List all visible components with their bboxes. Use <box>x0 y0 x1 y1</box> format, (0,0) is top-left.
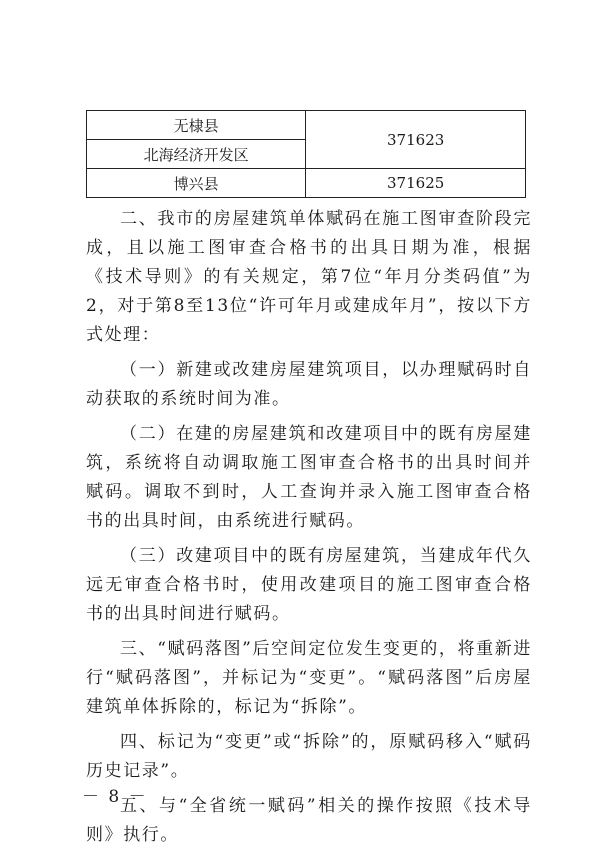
county-code-table <box>86 110 526 198</box>
paragraph-2-2: （二）在建的房屋建筑和改建项目中的既有房屋建筑，系统将自动调取施工图审查合格书的出具时间并赋码。调取不到时，人工查询并录入施工图审查合格书的出具时间，由系统进行赋码。 <box>86 424 532 531</box>
county-code: 371625 <box>306 169 526 198</box>
county-code: 371623 <box>306 111 526 169</box>
paragraph-5: 五、与“全省统一赋码”相关的操作按照《技术导则》执行。 <box>86 796 532 845</box>
paragraph-2-1: （一）新建或改建房屋建筑项目，以办理赋码时自动获取的系统时间为准。 <box>86 360 532 409</box>
table-row <box>87 169 526 198</box>
county-name: 北海经济开发区 <box>87 140 306 169</box>
county-name: 无棣县 <box>87 111 306 140</box>
paragraph-4: 四、标记为“变更”或“拆除”的，原赋码移入“赋码历史记录”。 <box>86 732 532 781</box>
table-row <box>87 111 526 140</box>
page-number: － 8 － <box>82 787 148 807</box>
county-name: 博兴县 <box>87 169 306 198</box>
paragraph-3: 三、“赋码落图”后空间定位发生变更的，将重新进行“赋码落图”，并标记为“变更”。“赋码落图”后房屋建筑单体拆除的，标记为“拆除”。 <box>86 639 532 717</box>
body-text <box>86 205 532 856</box>
paragraph-2: 二、我市的房屋建筑单体赋码在施工图审查阶段完成，且以施工图审查合格书的出具日期为准，根据《技术导则》的有关规定，第7位“年月分类码值”为2，对于第8至13位“许可年月或建成年月”，按以下方式处理： <box>86 209 532 345</box>
paragraph-2-3: （三）改建项目中的既有房屋建筑，当建成年代久远无审查合格书时，使用改建项目的施工图审查合格书的出具时间进行赋码。 <box>86 546 532 624</box>
